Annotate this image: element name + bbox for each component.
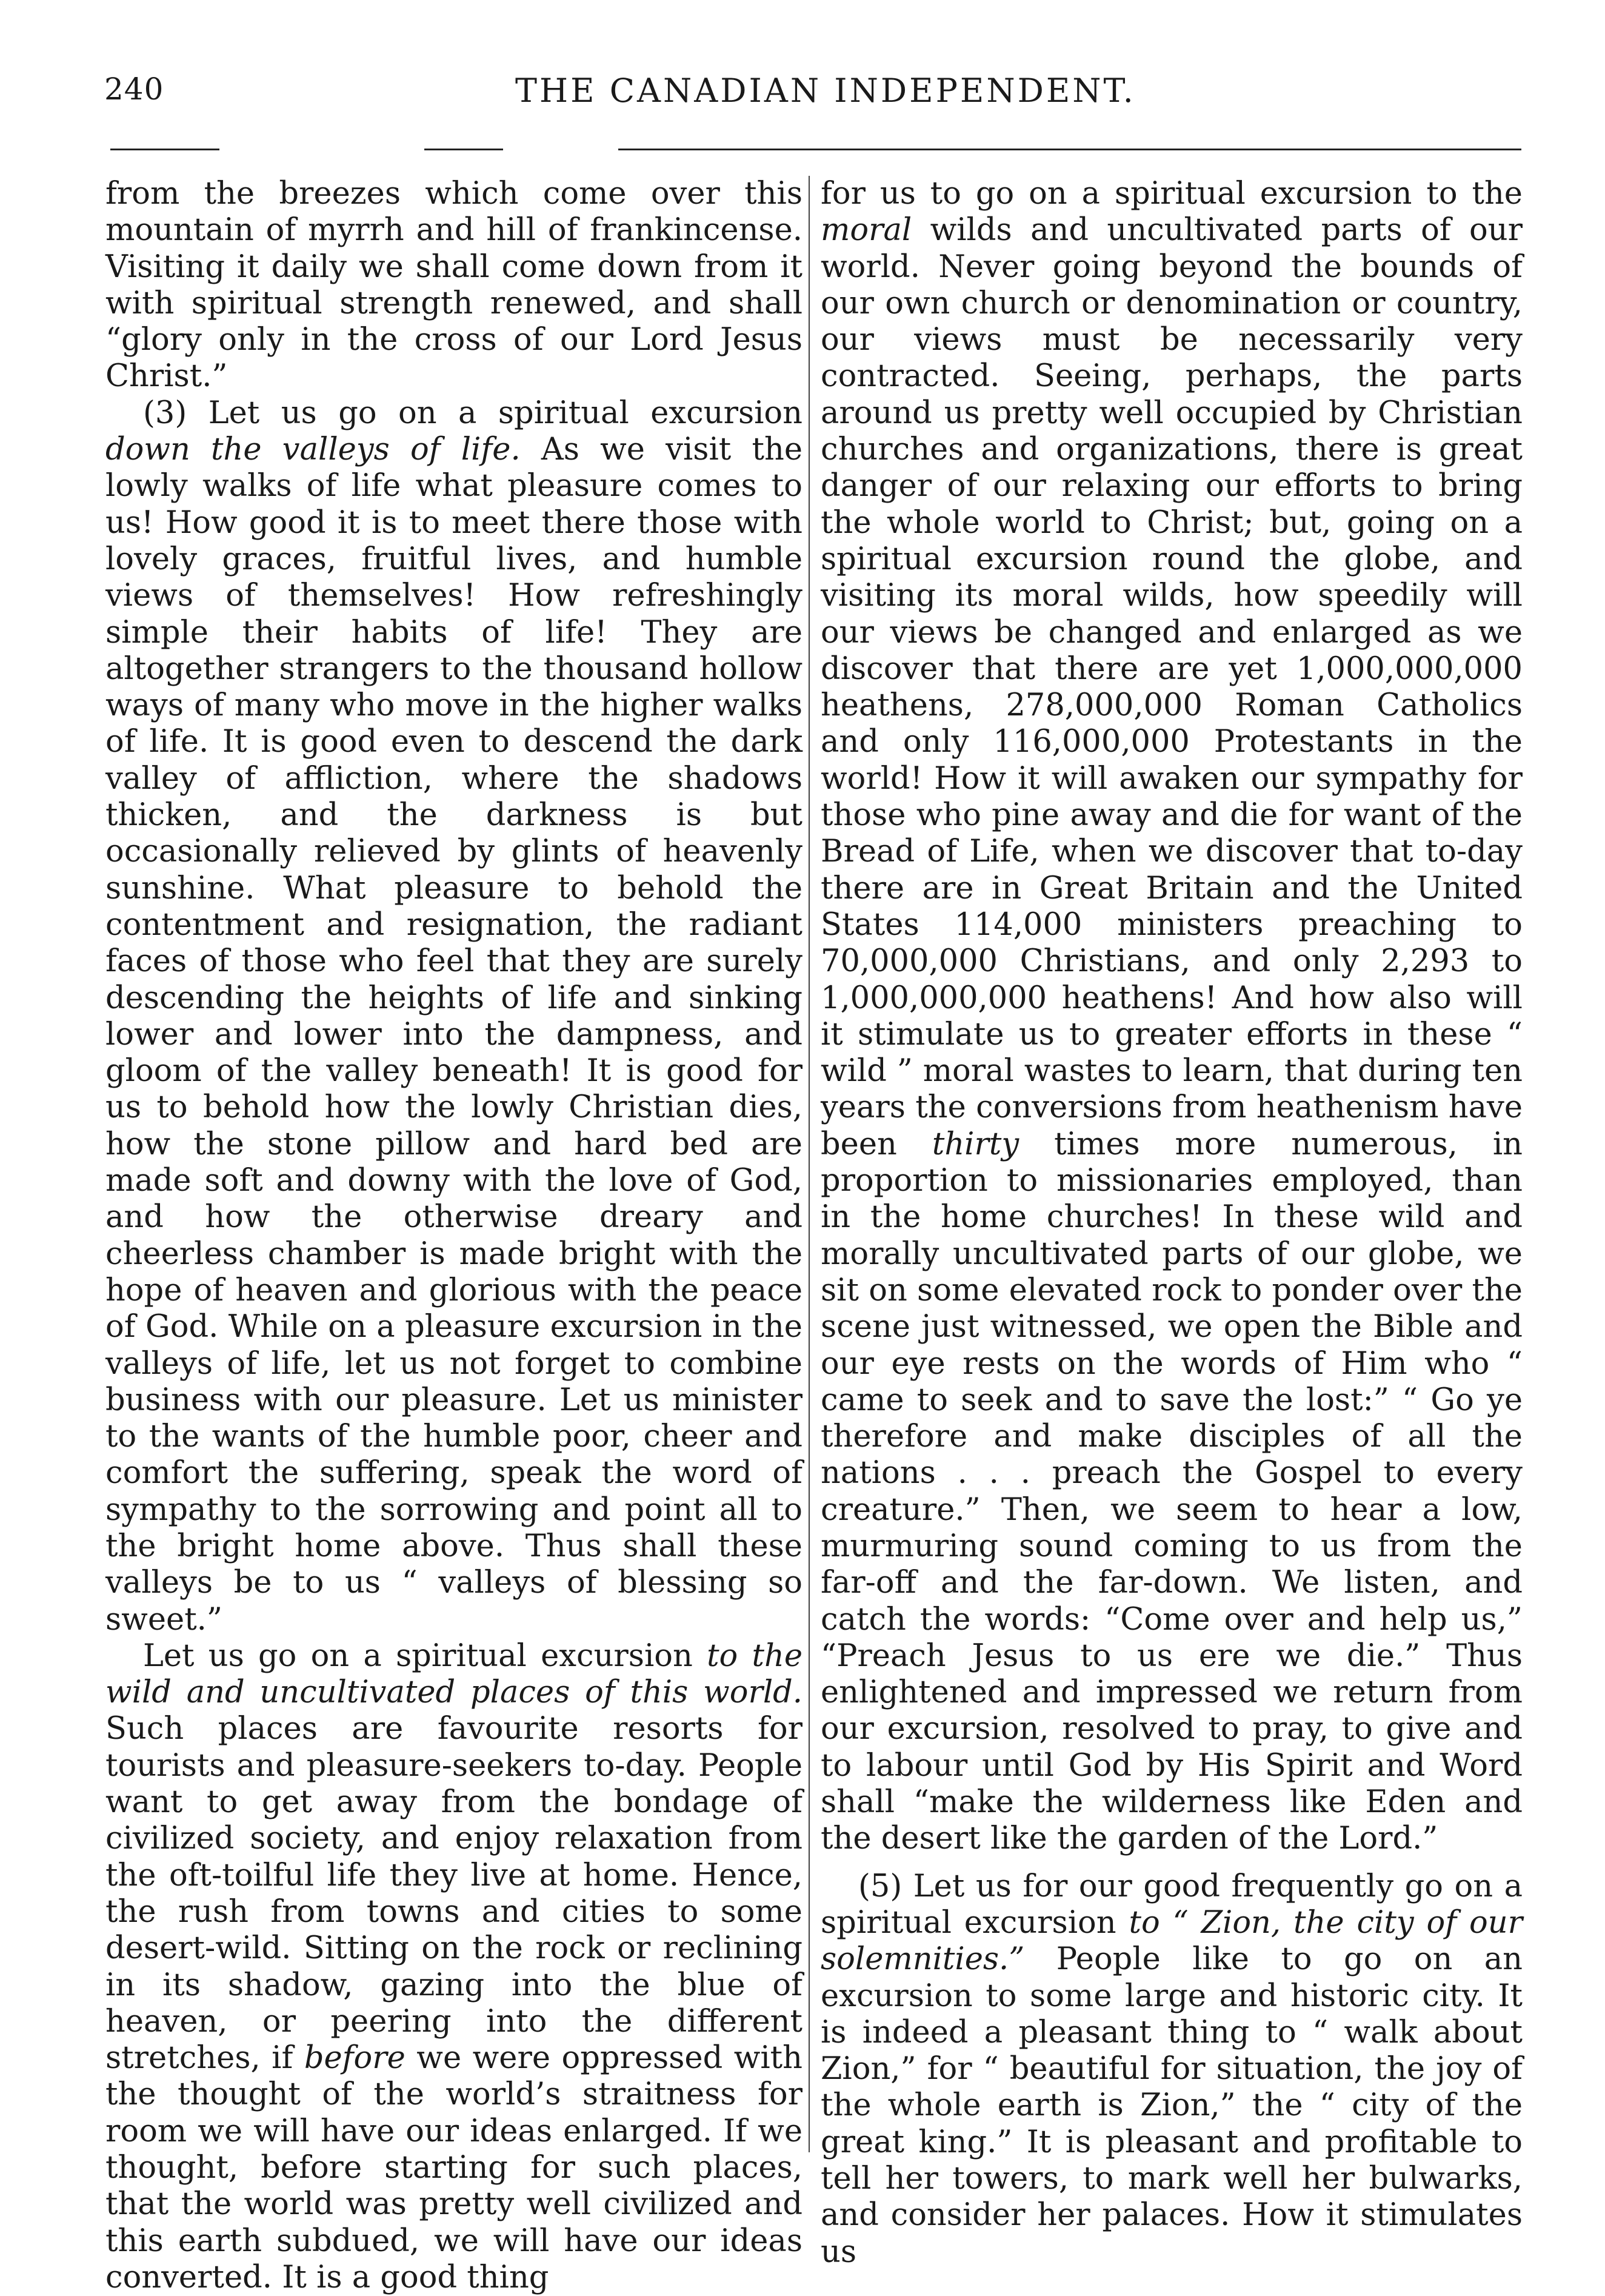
paragraph-text: (3) Let us go on a spiritual excursion: [143, 395, 802, 431]
italic-phrase: to “ Zion, the city of our solemnities.”: [821, 1904, 1523, 1978]
paragraph-text: wilds and uncultivated parts of our world. Never going beyond the bounds of our own church or denomination or country, our views must be necessarily very contracted. Seeing, perhaps, the parts around us pretty well occupied by Christian churches and organizations, there is great danger of our relaxing our efforts to bring the whole world to Christ; but, going on a spiritual excursion round the globe, and visiting its moral wilds, how speedily will our views be changed and enlarged as we discover that there are yet 1,000,000,000 heathens, 278,000,000 Roman Catholics and only 116,000,000 Protestants in the world! How it will awaken our sympathy for those who pine away and die for want of the Bread of Life, when we discover that to-day there are in Great Britain and the United States 114,000 ministers preaching to 70,000,000 Christians, and only 2,293 to 1,000,000,000 heathens! And how also will it stimulate us to greater efforts in these “ wild ” moral wastes to learn, that during ten years the conversions from heathenism have been: [821, 212, 1523, 1162]
italic-phrase: to the wild and uncultivated places of this world.: [105, 1638, 803, 1711]
paragraph-text: from the breezes which come over this mountain of myrrh and hill of frankincense. Visiting it daily we shall come down from it with spiritual strength renewed, and shall “glory only in the cross of our Lord Jesus Christ.”: [105, 176, 802, 395]
italic-word: before: [304, 2040, 405, 2077]
right-column: [821, 176, 1523, 2271]
left-column: [105, 176, 802, 2296]
paragraph: [821, 1869, 1523, 2271]
column-divider: [809, 176, 810, 2152]
italic-word: moral: [821, 212, 912, 249]
paragraph-text: we were oppressed with the thought of the world’s straitness for room we will have our ideas enlarged. If we thought, before starting for such places, that the world was pretty well civilized and this earth subdued, we will have our ideas converted. It is a good thing: [105, 2040, 802, 2295]
paragraph-text: People like to go on an excursion to some large and historic city. It is indeed a pleasant thing to “ walk about Zion,” for “ beautiful for situation, the joy of the whole earth is Zion,” the “ city of the great king.” It is pleasant and profitable to tell her towers, to mark well her bulwarks, and consider her palaces. How it stimulates us: [821, 1941, 1523, 2270]
header-rule: [424, 149, 503, 150]
running-title: THE CANADIAN INDEPENDENT.: [515, 72, 1136, 110]
paragraph-text: Such places are favourite resorts for tourists and pleasure-seekers to-day. People want to get away from the bondage of civilized society, and enjoy relaxation from the oft-toilful life they live at home. Hence, the rush from towns and cities to some desert-wild. Sitting on the rock or reclining in its shadow, gazing into the blue of heaven, or peering into the different stretches, if: [105, 1711, 802, 2077]
header-rule: [110, 149, 219, 150]
italic-phrase: down the valleys of life.: [105, 432, 521, 468]
paragraph-text: As we visit the lowly walks of life what pleasure comes to us! How good it is to meet there those with lovely graces, fruitful lives, and humble views of themselves! How refreshingly simple their habits of life! They are altogether strangers to the thousand hollow ways of many who move in the higher walks of life. It is good even to descend the dark valley of affliction, where the shadows thicken, and the darkness is but occasionally relieved by glints of heavenly sunshine. What pleasure to behold the contentment and resignation, the radiant faces of those who feel that they are surely descending the heights of life and sinking lower and lower into the dampness, and gloom of the valley beneath! It is good for us to behold how the lowly Christian dies, how the stone pillow and hard bed are made soft and downy with the love of God, and how the otherwise dreary and cheerless chamber is made bright with the hope of heaven and glorious with the peace of God. While on a pleasure excursion in the valleys of life, let us not forget to combine business with our pleasure. Let us minister to the wants of the humble poor, cheer and comfort the suffering, speak the word of sympathy to the sorrowing and point all to the bright home above. Thus shall these valleys be to us “ valleys of blessing so sweet.”: [105, 432, 803, 1638]
paragraph: [821, 176, 1523, 1858]
italic-word: thirty: [932, 1126, 1019, 1162]
paragraph-text: Let us go on a spiritual excursion: [143, 1638, 707, 1674]
paragraph: [105, 395, 802, 1638]
paragraph-text: for us to go on a spiritual excursion to the: [821, 176, 1523, 212]
paragraph-text: (5) Let us for our good frequently go on a spiritual excursion: [821, 1868, 1523, 1941]
paragraph-text: times more numerous, in proportion to missionaries employed, than in the home churches! In these wild and morally uncultivated parts of our globe, we sit on some elevated rock to ponder over the scene just witnessed, we open the Bible and our eye rests on the words of Him who “ came to seek and to save the lost:” “ Go ye therefore and make disciples of all the nations . . . preach the Gospel to every creature.” Then, we seem to hear a low, murmuring sound coming to us from the far-off and the far-down. We listen, and catch the words: “Come over and help us,” “Preach Jesus to us ere we die.” Thus enlightened and impressed we return from our excursion, resolved to pray, to give and to labour until God by His Spirit and Word shall “make the wilderness like Eden and the desert like the garden of the Lord.”: [821, 1126, 1523, 1857]
paragraph: [105, 1638, 802, 2296]
page-number: 240: [104, 72, 164, 107]
header-rule: [618, 149, 1521, 150]
paragraph: [105, 176, 802, 395]
